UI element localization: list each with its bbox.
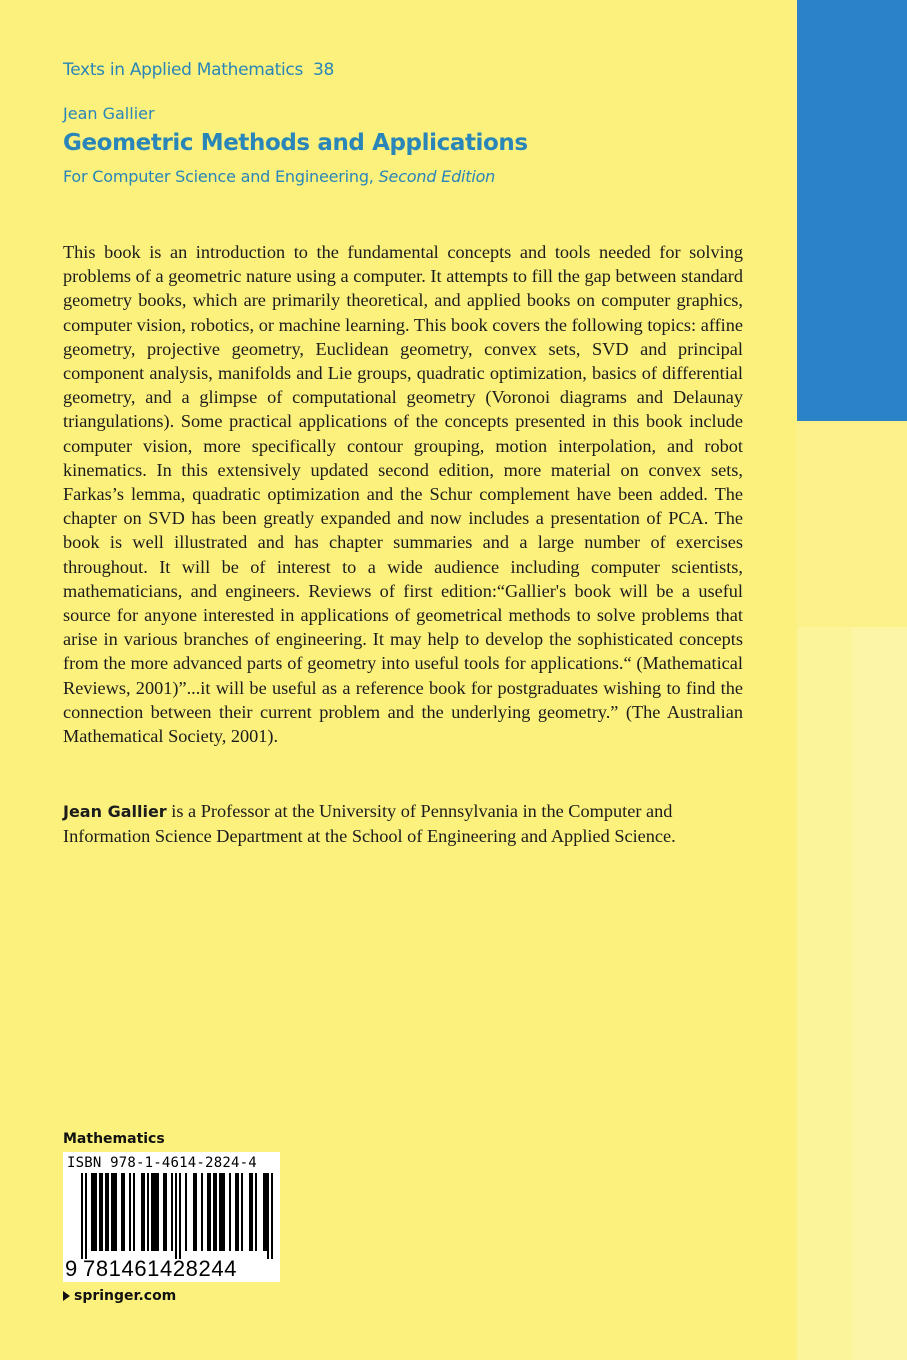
barcode-bar	[271, 1173, 273, 1259]
barcode-bar	[249, 1173, 253, 1251]
barcode-bar	[163, 1173, 167, 1251]
arrow-right-icon	[63, 1291, 70, 1301]
publisher-link[interactable]	[63, 1288, 176, 1304]
book-subtitle	[63, 167, 495, 186]
barcode-bar	[201, 1173, 203, 1251]
barcode-bar	[193, 1173, 197, 1251]
barcode-bar	[241, 1173, 243, 1251]
bio-text: is a Professor at the University of Pennsylvania in the Computer and Information Science Department at the School of Engineering and Applied Science.	[63, 801, 676, 847]
bio-author-name: Jean Gallier	[63, 802, 167, 821]
barcode-bar	[175, 1173, 177, 1259]
subtitle-main: For Computer Science and Engineering,	[63, 167, 374, 186]
barcode-bar	[229, 1173, 231, 1251]
book-title: Geometric Methods and Applications	[63, 130, 528, 156]
barcode-bar	[171, 1173, 173, 1251]
barcode-bar	[255, 1173, 257, 1251]
barcode-bar	[235, 1173, 239, 1251]
barcode-bars	[63, 1173, 280, 1259]
barcode-bar	[81, 1173, 83, 1259]
yellow-color-block	[797, 424, 907, 624]
pale-yellow-color-block	[852, 627, 907, 1360]
barcode-bar	[105, 1173, 109, 1251]
barcode-bar	[207, 1173, 211, 1251]
barcode-bar	[151, 1173, 159, 1251]
barcode-bar	[91, 1173, 97, 1251]
barcode-bar	[267, 1173, 269, 1259]
barcode-bar	[213, 1173, 217, 1251]
subject-category: Mathematics	[63, 1131, 165, 1147]
barcode-bar	[133, 1173, 135, 1251]
series-name: Texts in Applied Mathematics	[63, 60, 304, 80]
barcode-bar	[129, 1173, 131, 1251]
author-name: Jean Gallier	[63, 104, 155, 123]
publisher-url: springer.com	[74, 1288, 177, 1304]
barcode-bar	[263, 1173, 267, 1251]
author-bio	[63, 799, 743, 848]
series-number: 38	[313, 60, 335, 80]
blue-color-block	[797, 0, 907, 421]
barcode-bar	[141, 1173, 145, 1251]
barcode-digits: 781461428244	[83, 1256, 238, 1281]
barcode-first-digit: 9	[65, 1256, 78, 1281]
barcode-bar	[111, 1173, 117, 1251]
isbn-barcode	[63, 1152, 280, 1282]
barcode-bar	[219, 1173, 225, 1251]
subtitle-edition: Second Edition	[378, 167, 496, 186]
barcode-bar	[99, 1173, 103, 1251]
barcode-bar	[179, 1173, 181, 1259]
barcode-bar	[121, 1173, 125, 1251]
barcode-bar	[185, 1173, 187, 1251]
barcode-bar	[85, 1173, 87, 1259]
series-line	[63, 60, 334, 80]
barcode-bar	[147, 1173, 149, 1251]
book-description: This book is an introduction to the fundamental concepts and tools needed for solving problems of a geometric nature using a computer. It attempts to fill the gap between standard geometry books, which are primarily theoretical, and applied books on computer graphics, computer vision, robotics, or machine learning. This book covers the following topics: affine geometry, projective geometry, Euclidean geometry, convex sets, SVD and principal component analysis, manifolds and Lie groups, quadratic optimization, basics of differential geometry, and a glimpse of computational geometry (Voronoi diagrams and Delaunay triangulations). Some practical applications of the concepts presented in this book include computer vision, more specifically contour grouping, motion interpolation, and robot kinematics. In this extensively updated second edition, more material on convex sets, Farkas’s lemma, quadratic optimization and the Schur complement have been added. The chapter on SVD has been greatly expanded and now includes a presentation of PCA. The book is well illustrated and has chapter summaries and a large number of exercises throughout. It will be of interest to a wide audience including computer scientists, mathematicians, and engineers. Reviews of first edition:“Gallier's book will be a useful source for anyone interested in applications of geometrical methods to solve problems that arise in various branches of engineering. It may help to develop the sophisticated concepts from the more advanced parts of geometry into useful tools for applications.“ (Mathematical Reviews, 2001)”...it will be useful as a reference book for postgraduates wishing to find the connection between their current problem and the underlying geometry.” (The Australian Mathematical Society, 2001).	[63, 242, 743, 747]
isbn-label: ISBN 978-1-4614-2824-4	[67, 1155, 257, 1171]
